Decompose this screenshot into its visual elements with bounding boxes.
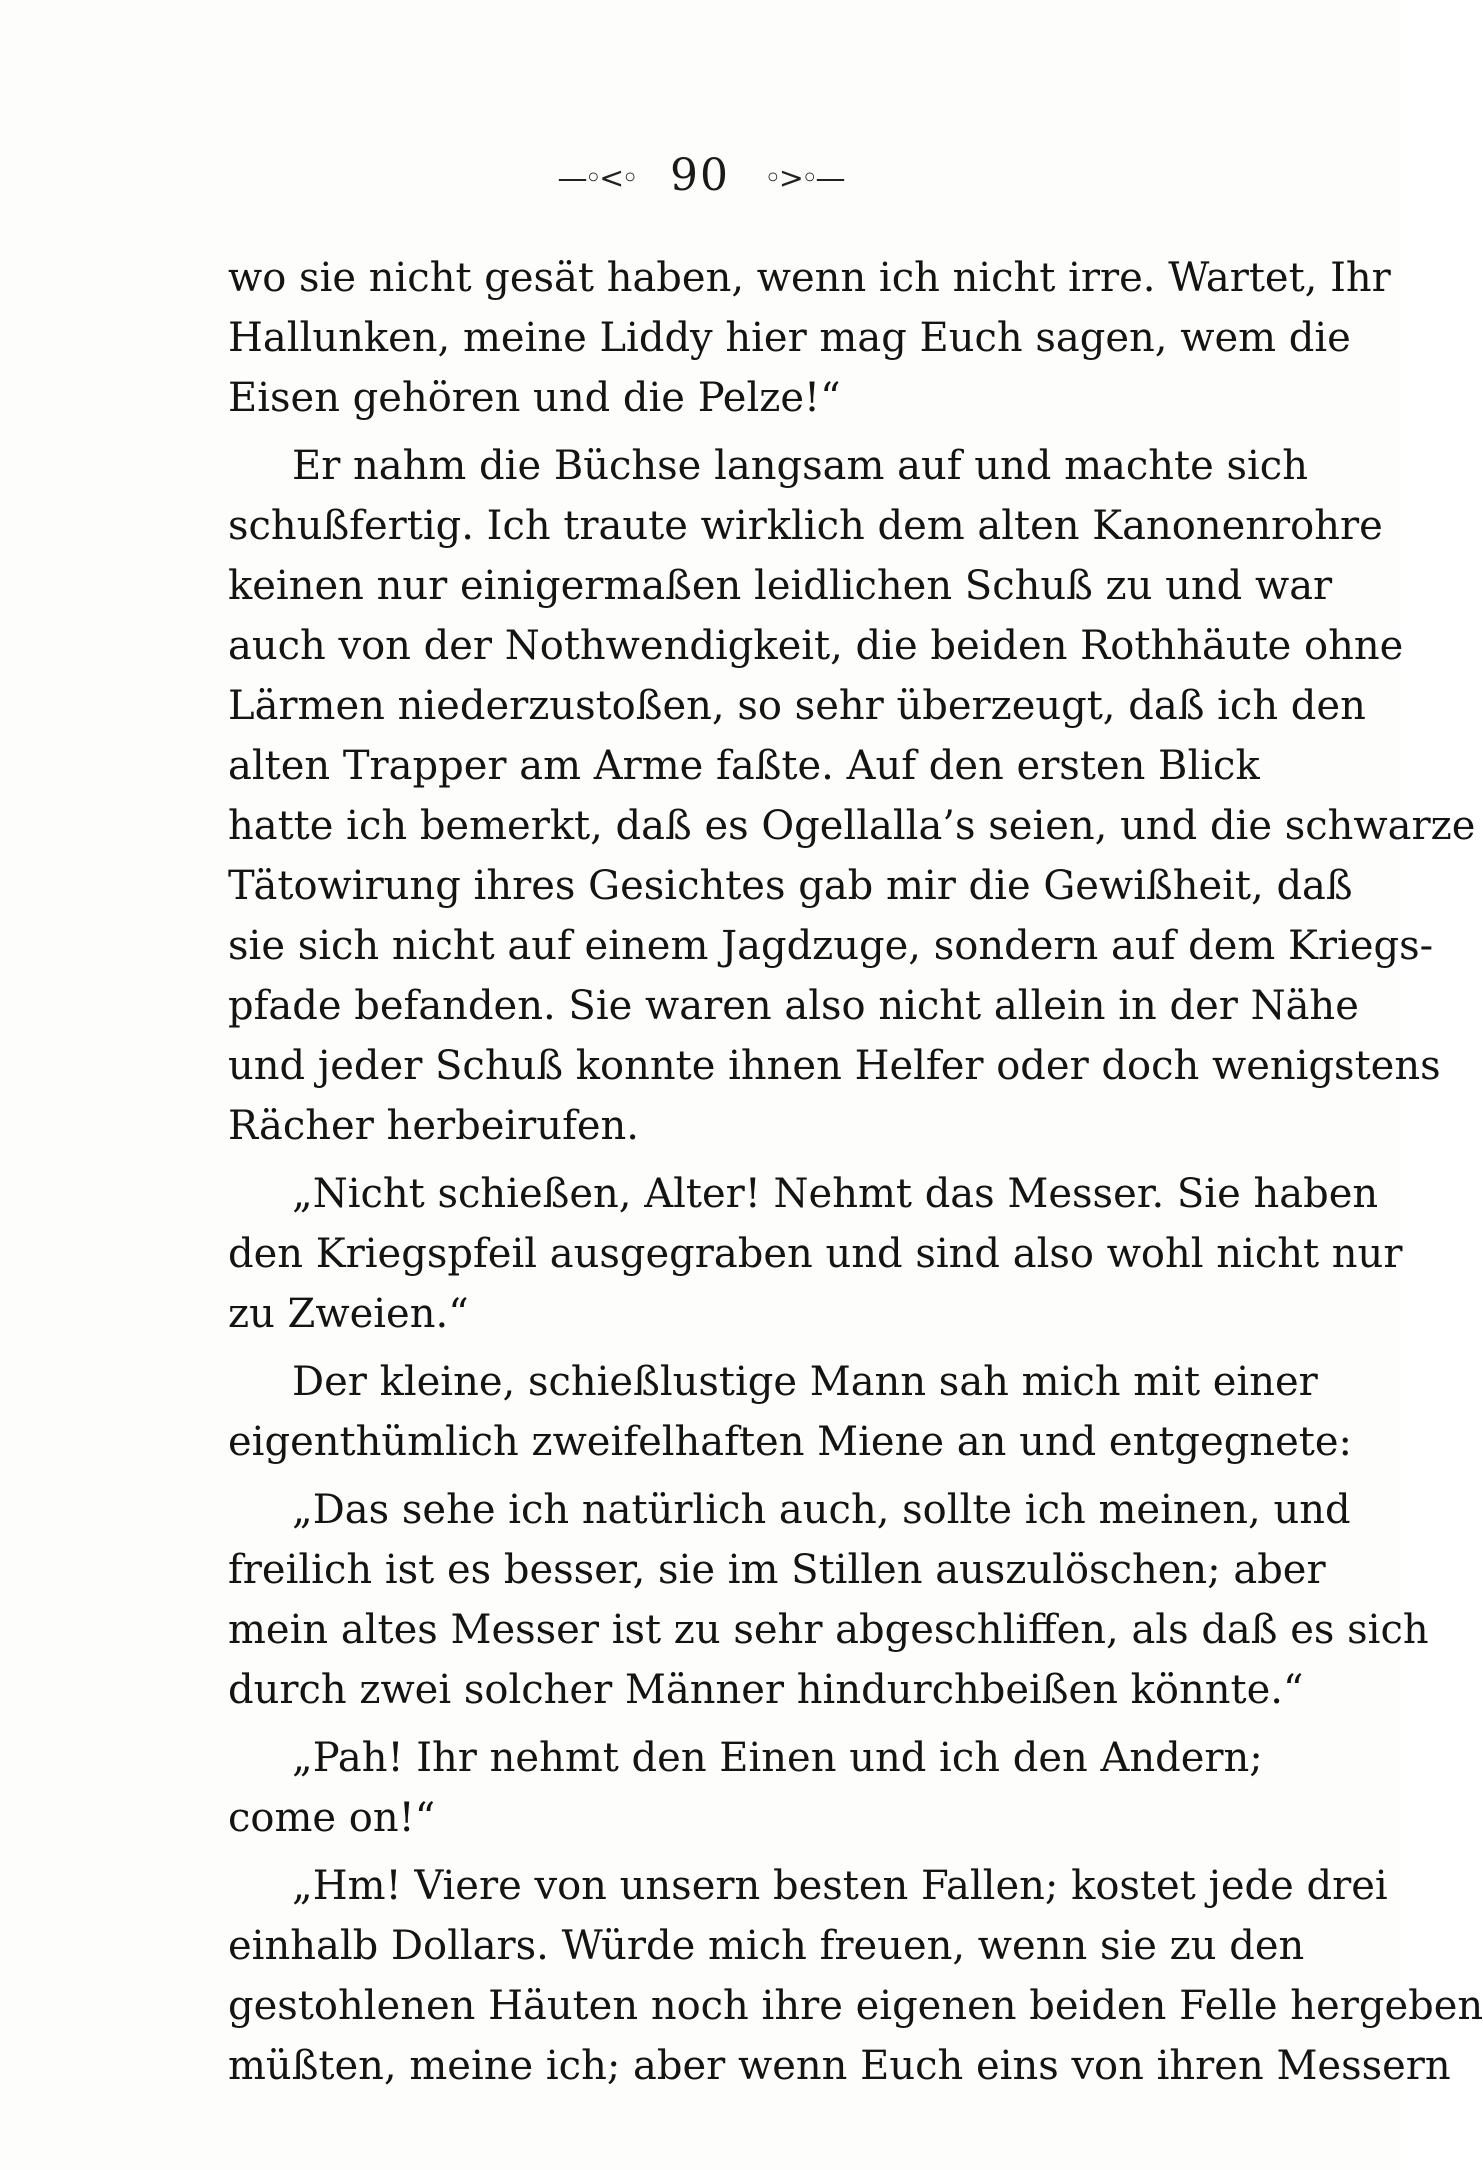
text-line: hatte ich bemerkt, daß es Ogellalla’s seien, und die schwarze (228, 803, 1476, 849)
body-text (228, 248, 1483, 2096)
text-line: „Nicht schießen, Alter! Nehmt das Messer. Sie haben (292, 1171, 1379, 1217)
page-number: 90 (670, 150, 730, 201)
text-line: alten Trapper am Arme faßte. Auf den ersten Blick (228, 743, 1260, 789)
text-line: schußfertig. Ich traute wirklich dem alten Kanonenrohre (228, 503, 1383, 549)
page-header (0, 150, 1400, 201)
text-line: Er nahm die Büchse langsam auf und machte sich (292, 443, 1308, 489)
paragraph (228, 1728, 1263, 1848)
text-line: Rächer herbeirufen. (228, 1103, 640, 1149)
paragraph (228, 1164, 1403, 1344)
text-line: Lärmen niederzustoßen, so sehr überzeugt, daß ich den (228, 683, 1366, 729)
text-line: und jeder Schuß konnte ihnen Helfer oder doch wenigstens (228, 1043, 1441, 1089)
text-line: come on!“ (228, 1795, 436, 1841)
text-line: einhalb Dollars. Würde mich freuen, wenn sie zu den (228, 1923, 1305, 1969)
text-line: wo sie nicht gesät haben, wenn ich nicht irre. Wartet, Ihr (228, 255, 1391, 301)
text-line: Eisen gehören und die Pelze!“ (228, 375, 841, 421)
ornament-left: —◦<◦ (557, 161, 636, 196)
text-line: den Kriegspfeil ausgegraben und sind also wohl nicht nur (228, 1231, 1403, 1277)
text-line: mein altes Messer ist zu sehr abgeschliffen, als daß es sich (228, 1607, 1429, 1653)
text-line: Tätowirung ihres Gesichtes gab mir die Gewißheit, daß (228, 863, 1353, 909)
text-line: zu Zweien.“ (228, 1291, 469, 1337)
paragraph (228, 1856, 1483, 2096)
text-line: gestohlenen Häuten noch ihre eigenen beiden Felle hergeben (228, 1983, 1483, 2029)
paragraph (228, 1480, 1429, 1720)
text-line: auch von der Nothwendigkeit, die beiden Rothhäute ohne (228, 623, 1404, 669)
paragraph (228, 436, 1476, 1156)
text-line: Hallunken, meine Liddy hier mag Euch sagen, wem die (228, 315, 1351, 361)
ornament-right: ◦>◦— (764, 161, 843, 196)
text-line: „Pah! Ihr nehmt den Einen und ich den Andern; (292, 1735, 1263, 1781)
paragraph (228, 1352, 1352, 1472)
text-line: „Das sehe ich natürlich auch, sollte ich meinen, und (292, 1487, 1351, 1533)
text-line: pfade befanden. Sie waren also nicht allein in der Nähe (228, 983, 1359, 1029)
text-line: freilich ist es besser, sie im Stillen auszulöschen; aber (228, 1547, 1326, 1593)
text-line: Der kleine, schießlustige Mann sah mich mit einer (292, 1359, 1318, 1405)
paragraph (228, 248, 1391, 428)
text-line: müßten, meine ich; aber wenn Euch eins von ihren Messern (228, 2043, 1451, 2089)
text-line: „Hm! Viere von unsern besten Fallen; kostet jede drei (292, 1863, 1388, 1909)
text-line: sie sich nicht auf einem Jagdzuge, sondern auf dem Kriegs- (228, 923, 1434, 969)
text-line: durch zwei solcher Männer hindurchbeißen könnte.“ (228, 1667, 1304, 1713)
text-line: keinen nur einigermaßen leidlichen Schuß zu und war (228, 563, 1333, 609)
text-line: eigenthümlich zweifelhaften Miene an und entgegnete: (228, 1419, 1352, 1465)
